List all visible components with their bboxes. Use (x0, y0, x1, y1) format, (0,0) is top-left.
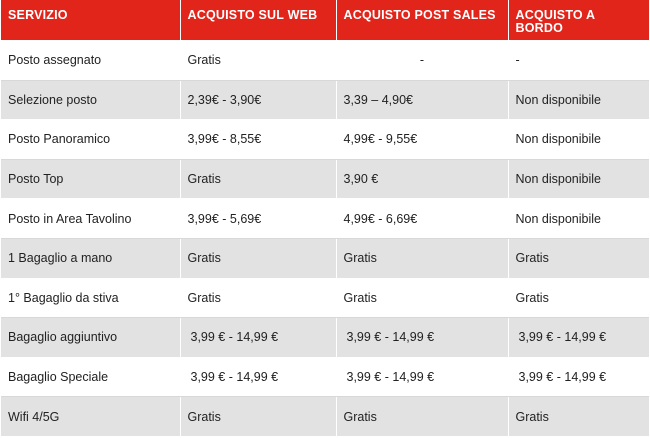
table-row (1, 41, 649, 81)
cell-servizio: Bagaglio Speciale (1, 357, 180, 397)
services-table (1, 0, 649, 437)
cell-web: Gratis (180, 278, 336, 318)
table-row (1, 120, 649, 160)
cell-servizio: Posto Top (1, 159, 180, 199)
cell-bordo: Non disponibile (508, 199, 649, 239)
table-row (1, 199, 649, 239)
cell-web: Gratis (180, 397, 336, 437)
cell-post-sales: - (336, 41, 508, 81)
cell-servizio: Bagaglio aggiuntivo (1, 318, 180, 358)
cell-post-sales: 3,90 € (336, 159, 508, 199)
cell-bordo: Non disponibile (508, 120, 649, 160)
cell-servizio: 1° Bagaglio da stiva (1, 278, 180, 318)
cell-bordo: Non disponibile (508, 80, 649, 120)
cell-servizio: Posto assegnato (1, 41, 180, 81)
header-acquisto-web: ACQUISTO SUL WEB (180, 0, 336, 41)
cell-post-sales: 3,99 € - 14,99 € (336, 318, 508, 358)
cell-servizio: 1 Bagaglio a mano (1, 238, 180, 278)
cell-web: 3,99€ - 8,55€ (180, 120, 336, 160)
header-servizio: SERVIZIO (1, 0, 180, 41)
cell-post-sales: 4,99€ - 9,55€ (336, 120, 508, 160)
table-row (1, 397, 649, 437)
cell-web: 3,99 € - 14,99 € (180, 318, 336, 358)
table-row (1, 80, 649, 120)
cell-web: Gratis (180, 159, 336, 199)
table-row (1, 357, 649, 397)
cell-servizio: Posto Panoramico (1, 120, 180, 160)
cell-servizio: Wifi 4/5G (1, 397, 180, 437)
cell-web: 2,39€ - 3,90€ (180, 80, 336, 120)
cell-bordo: Non disponibile (508, 159, 649, 199)
table-row (1, 238, 649, 278)
cell-bordo: Gratis (508, 278, 649, 318)
cell-post-sales: 3,99 € - 14,99 € (336, 357, 508, 397)
cell-bordo: Gratis (508, 397, 649, 437)
cell-web: 3,99 € - 14,99 € (180, 357, 336, 397)
cell-web: 3,99€ - 5,69€ (180, 199, 336, 239)
header-row (1, 0, 649, 41)
table-row (1, 159, 649, 199)
table-row (1, 318, 649, 358)
table-header (1, 0, 649, 41)
cell-servizio: Selezione posto (1, 80, 180, 120)
cell-post-sales: Gratis (336, 238, 508, 278)
table-body (1, 41, 649, 437)
cell-post-sales: Gratis (336, 397, 508, 437)
cell-post-sales: Gratis (336, 278, 508, 318)
cell-web: Gratis (180, 41, 336, 81)
cell-servizio: Posto in Area Tavolino (1, 199, 180, 239)
header-acquisto-post-sales: ACQUISTO POST SALES (336, 0, 508, 41)
cell-bordo: 3,99 € - 14,99 € (508, 357, 649, 397)
cell-bordo: - (508, 41, 649, 81)
cell-web: Gratis (180, 238, 336, 278)
cell-bordo: 3,99 € - 14,99 € (508, 318, 649, 358)
cell-post-sales: 3,39 – 4,90€ (336, 80, 508, 120)
cell-post-sales: 4,99€ - 6,69€ (336, 199, 508, 239)
table-row (1, 278, 649, 318)
header-acquisto-bordo: ACQUISTO A BORDO (508, 0, 649, 41)
cell-bordo: Gratis (508, 238, 649, 278)
